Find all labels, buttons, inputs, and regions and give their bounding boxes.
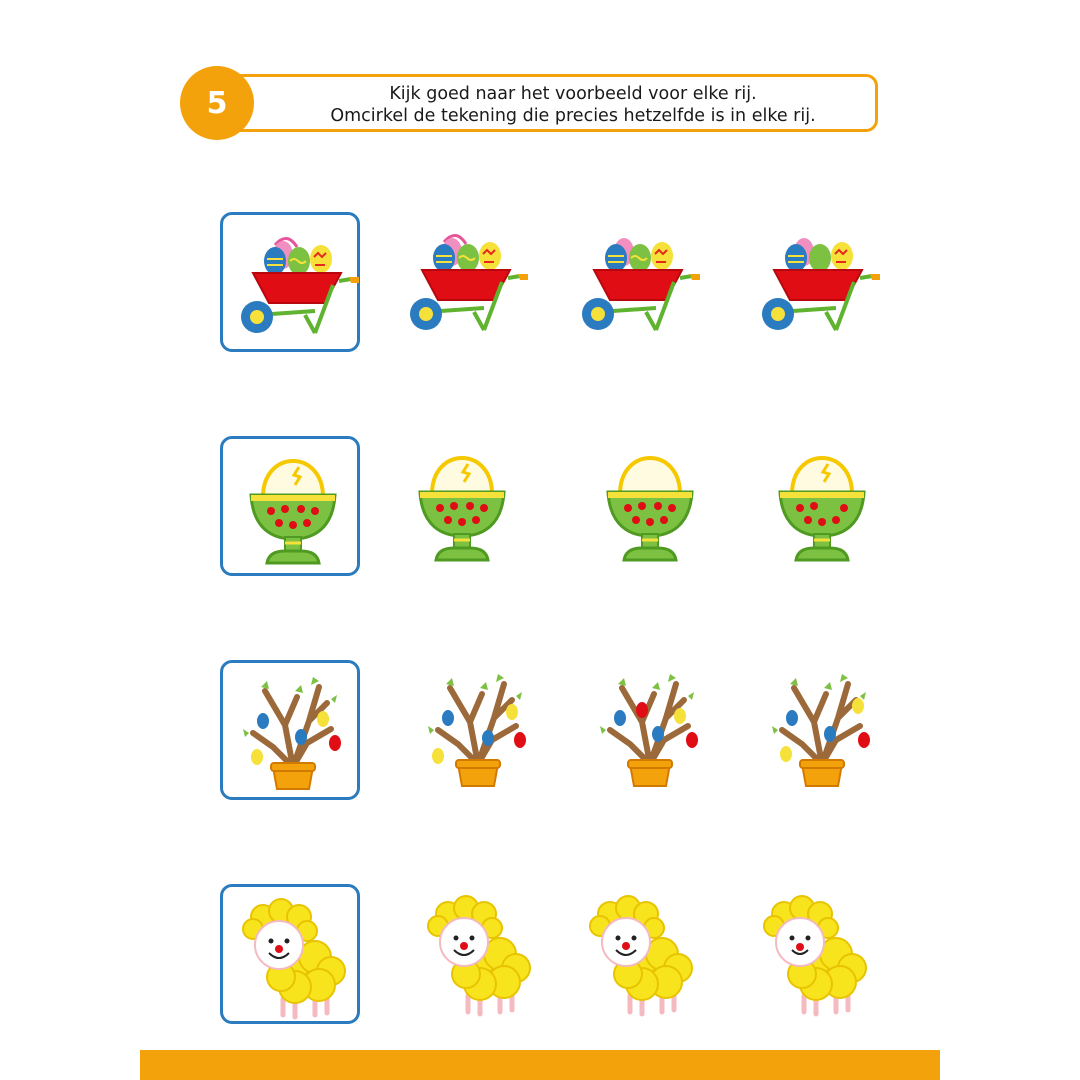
row-egg-cup bbox=[0, 436, 1080, 586]
option-item[interactable] bbox=[760, 884, 900, 1024]
option-item[interactable] bbox=[586, 884, 726, 1024]
instruction-line-1: Kijk goed naar het voorbeeld voor elke rij. bbox=[389, 84, 757, 104]
option-item[interactable] bbox=[752, 436, 892, 576]
lamb-icon bbox=[760, 884, 900, 1024]
option-item[interactable] bbox=[580, 436, 720, 576]
instruction-box bbox=[218, 74, 878, 132]
lamb-icon bbox=[223, 887, 363, 1027]
lamb-icon bbox=[424, 884, 564, 1024]
easter-tree-icon bbox=[408, 660, 548, 800]
instruction-line-2: Omcirkel de tekening die precies hetzelfde is in elke rij. bbox=[330, 106, 816, 126]
wheelbarrow-icon bbox=[564, 212, 704, 352]
instruction-text bbox=[281, 83, 865, 127]
easter-tree-icon bbox=[223, 663, 363, 803]
option-item[interactable] bbox=[408, 660, 548, 800]
lamb-icon bbox=[586, 884, 726, 1024]
egg-cup-icon bbox=[392, 436, 532, 576]
example-frame bbox=[220, 212, 360, 352]
option-item[interactable] bbox=[752, 660, 892, 800]
row-easter-tree bbox=[0, 660, 1080, 810]
easter-tree-icon bbox=[752, 660, 892, 800]
row-wheelbarrow bbox=[0, 212, 1080, 362]
egg-cup-icon bbox=[223, 439, 363, 579]
egg-cup-icon bbox=[580, 436, 720, 576]
exercise-number-badge: 5 bbox=[180, 66, 254, 140]
option-item[interactable] bbox=[424, 884, 564, 1024]
option-item[interactable] bbox=[744, 212, 884, 352]
option-item[interactable] bbox=[564, 212, 704, 352]
option-item[interactable] bbox=[392, 212, 532, 352]
wheelbarrow-icon bbox=[392, 212, 532, 352]
egg-cup-icon bbox=[752, 436, 892, 576]
option-item[interactable] bbox=[392, 436, 532, 576]
wheelbarrow-icon bbox=[744, 212, 884, 352]
wheelbarrow-icon bbox=[223, 215, 363, 355]
row-lamb bbox=[0, 884, 1080, 1034]
easter-tree-icon bbox=[580, 660, 720, 800]
example-frame bbox=[220, 436, 360, 576]
example-frame bbox=[220, 884, 360, 1024]
example-frame bbox=[220, 660, 360, 800]
option-item[interactable] bbox=[580, 660, 720, 800]
footer-bar bbox=[140, 1050, 940, 1080]
